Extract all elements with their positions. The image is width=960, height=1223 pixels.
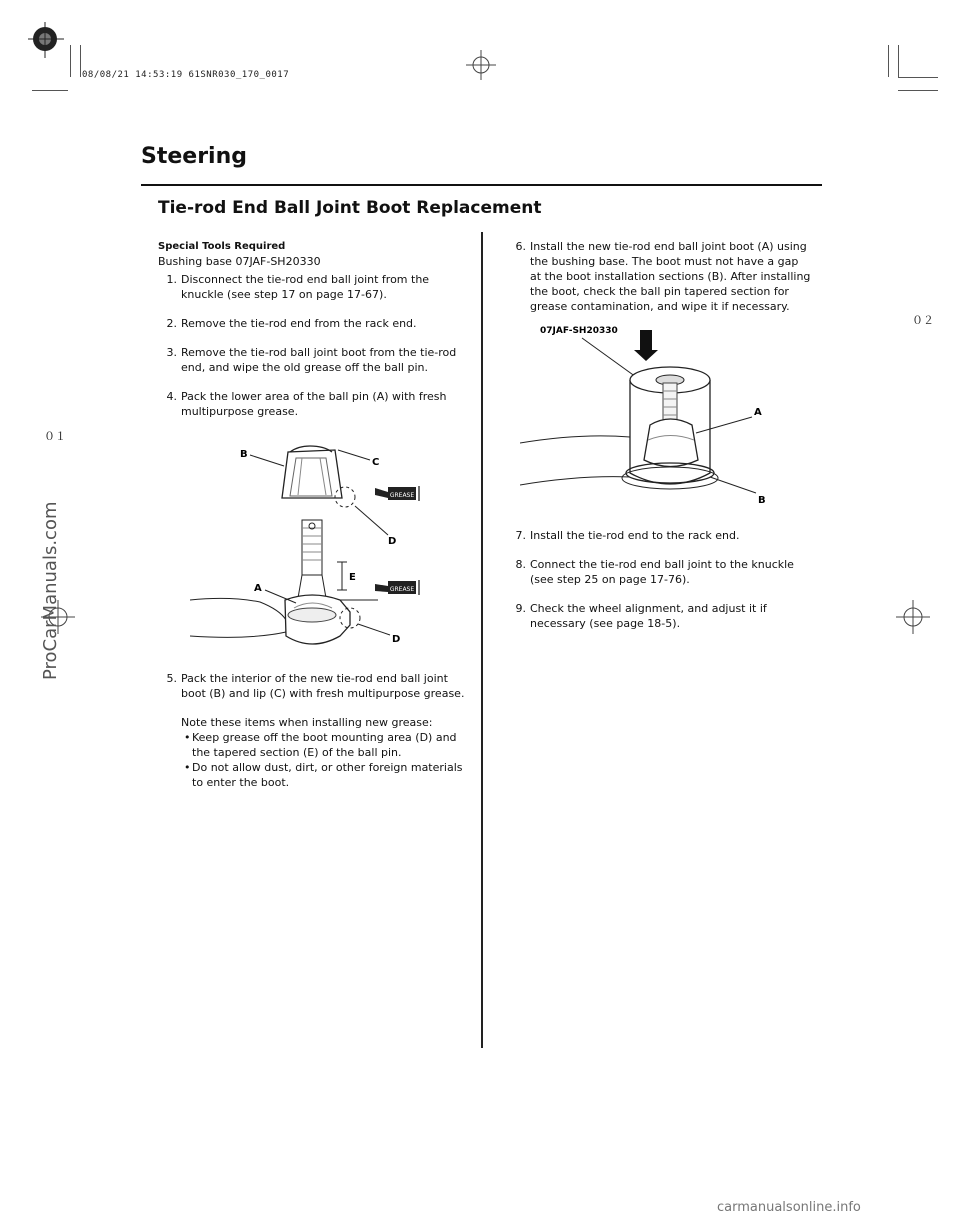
callout-c: C	[372, 457, 380, 468]
special-tools-title: Special Tools Required	[158, 241, 286, 252]
registration-target-icon	[28, 22, 68, 62]
print-timestamp: 08/08/21 14:53:19 61SNR030_170_0017	[82, 70, 290, 80]
step-5: 5. Pack the interior of the new tie-rod end ball joint boot (B) and lip (C) with fresh multipurpose grease.	[166, 672, 465, 700]
crosshair-icon	[896, 600, 930, 634]
step-7: 7. Install the tie-rod end to the rack end.	[515, 529, 740, 542]
footer-watermark: carmanualsonline.info	[717, 1200, 861, 1215]
step-5-block	[158, 671, 470, 790]
callout-a: A	[754, 407, 762, 418]
grease-label: GREASE	[389, 586, 415, 593]
step-5-note: Note these items when installing new grease:	[181, 716, 433, 729]
header-rule	[141, 184, 822, 186]
side-watermark: ProCarManuals.com	[40, 501, 61, 680]
section-title: Tie-rod End Ball Joint Boot Replacement	[158, 198, 542, 218]
callout-b: B	[240, 449, 248, 460]
left-column	[158, 239, 470, 419]
callout-d: D	[388, 536, 397, 547]
step-1: 1. Disconnect the tie-rod end ball joint from the knuckle (see step 17 on page 17-67).	[166, 273, 430, 301]
step-5-bullet: • Keep grease off the boot mounting area (D) and the tapered section (E) of the ball pin.	[184, 731, 457, 759]
step-5-bullet: • Do not allow dust, dirt, or other foreign materials to enter the boot.	[184, 761, 463, 789]
grease-label: GREASE	[389, 492, 415, 499]
tool-callout: 07JAF-SH20330	[540, 326, 618, 336]
press-arrow-icon	[634, 330, 658, 361]
margin-code-left: ０１	[44, 430, 66, 443]
bushing-base-install-figure	[520, 325, 785, 515]
callout-d: D	[392, 634, 401, 645]
chapter-title: Steering	[141, 144, 248, 169]
special-tools-text: Bushing base 07JAF-SH20330	[158, 255, 321, 268]
step-8: 8. Connect the tie-rod end ball joint to the knuckle (see step 25 on page 17-76).	[515, 558, 794, 586]
callout-e: E	[349, 572, 356, 583]
right-column	[507, 239, 812, 314]
boot-and-ball-pin-figure	[190, 440, 480, 655]
step-4: 4. Pack the lower area of the ball pin (A) with fresh multipurpose grease.	[166, 390, 447, 418]
callout-b: B	[758, 495, 766, 506]
step-2: 2. Remove the tie-rod end from the rack end.	[166, 317, 417, 330]
crosshair-icon	[466, 50, 496, 80]
step-6: 6. Install the new tie-rod end ball joint boot (A) using the bushing base. The boot must not have a gap at the boot installation sections (B). After installing the boot, check the ball pin tapered section for grease contamination, and wipe it if necessary.	[515, 240, 811, 313]
callout-a: A	[254, 583, 262, 594]
column-divider	[481, 232, 483, 1048]
margin-code-right: ０２	[912, 314, 934, 327]
step-9: 9. Check the wheel alignment, and adjust it if necessary (see page 18-5).	[515, 602, 767, 630]
steps-7-9	[507, 528, 812, 631]
step-3: 3. Remove the tie-rod ball joint boot from the tie-rod end, and wipe the old grease off the ball pin.	[166, 346, 457, 374]
